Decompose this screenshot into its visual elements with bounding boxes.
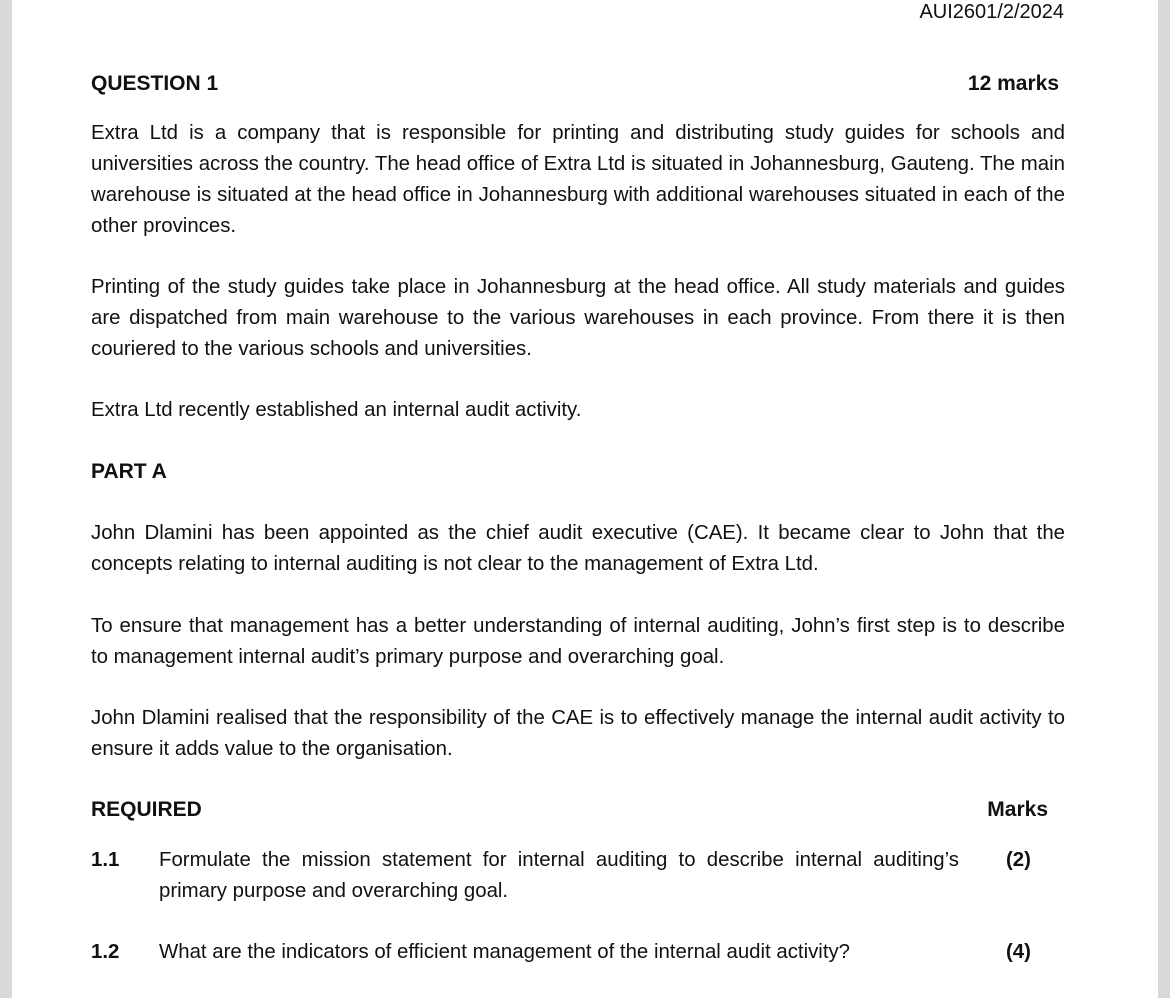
- question-marks: 12 marks: [967, 72, 1059, 95]
- question-text: What are the indicators of efficient management of the internal audit activity?: [159, 941, 851, 963]
- document-page: [12, 0, 1158, 998]
- question-heading: [91, 71, 1059, 97]
- intro-paragraph-3: Extra Ltd recently established an internal audit activity.: [91, 399, 582, 421]
- part-a-paragraph-1: John Dlamini has been appointed as the chief audit executive (CAE). It became clear to John that the concepts relating to internal auditing is not clear to the management of Extra Ltd.: [91, 522, 1065, 575]
- question-item-marks: (4): [1006, 941, 1031, 963]
- intro-paragraph-1: Extra Ltd is a company that is responsible for printing and distributing study guides for schools and universities across the country. The head office of Extra Ltd is situated in Johannesburg, Gauteng. The main warehouse is situated at the head office in Johannesburg with additional warehouses situated in each of the other provinces.: [91, 122, 1065, 237]
- question-title: QUESTION 1: [91, 72, 219, 95]
- part-a-paragraph-2: To ensure that management has a better understanding of internal auditing, John’s first step is to describe to management internal audit’s primary purpose and overarching goal.: [91, 615, 1065, 668]
- part-a-paragraph-3: John Dlamini realised that the responsibility of the CAE is to effectively manage the internal audit activity to ensure it adds value to the organisation.: [91, 707, 1065, 760]
- question-number: 1.1: [91, 849, 120, 871]
- part-a-title: PART A: [91, 460, 167, 483]
- intro-paragraph-2: Printing of the study guides take place in Johannesburg at the head office. All study materials and guides are dispatched from main warehouse to the various warehouses in each province. From there it is then couriered to the various schools and universities.: [91, 276, 1065, 360]
- required-label: REQUIRED: [91, 798, 202, 821]
- document-code: AUI2601/2/2024: [919, 1, 1064, 23]
- question-item-marks: (2): [1006, 849, 1031, 871]
- question-number: 1.2: [91, 941, 120, 963]
- marks-column-label: Marks: [987, 798, 1048, 821]
- question-text: Formulate the mission statement for internal auditing to describe internal auditing’s primary purpose and overarching goal.: [159, 849, 959, 902]
